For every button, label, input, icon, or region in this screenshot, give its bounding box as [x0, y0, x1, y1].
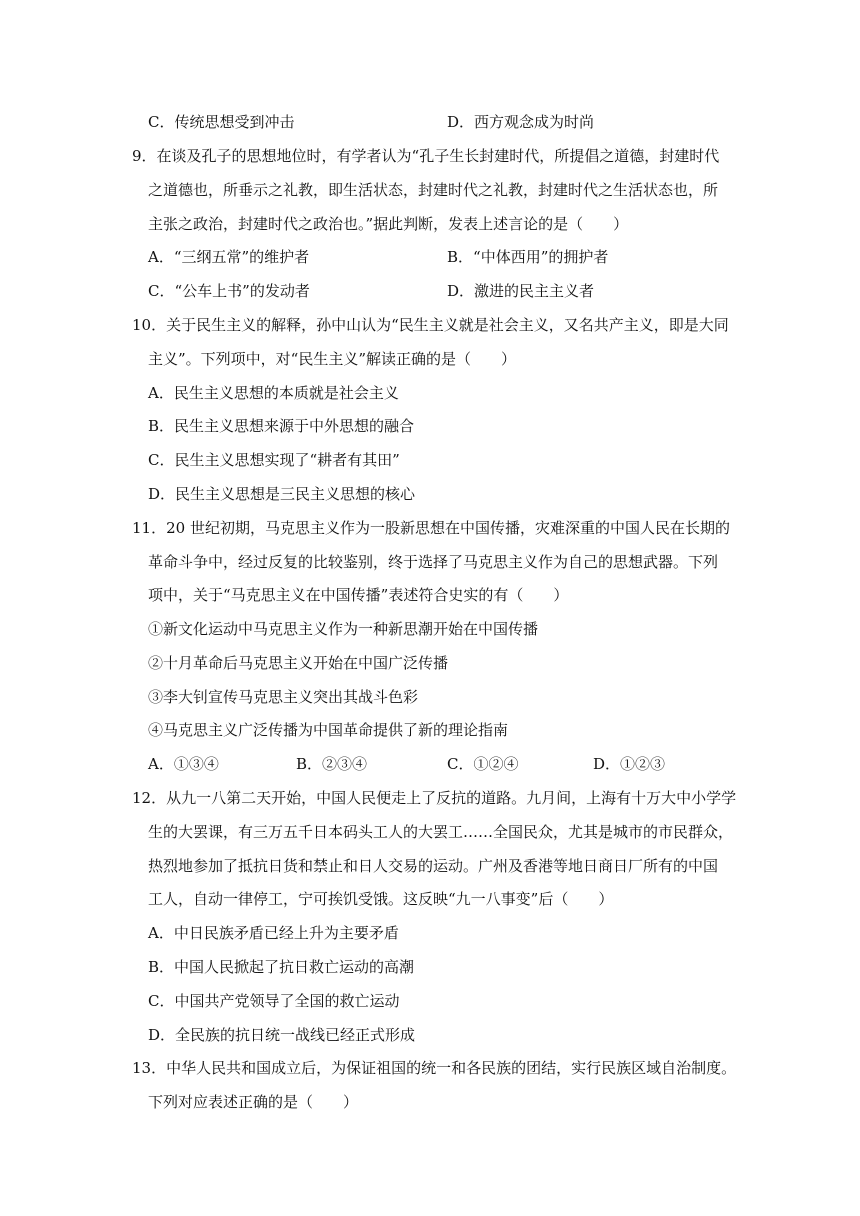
q9-stem-line1: 9．在谈及孔子的思想地位时，有学者认为“孔子生长封建时代，所提倡之道德，封建时代	[132, 147, 720, 165]
q11-option-a: A．①③④	[148, 755, 219, 773]
q9-stem-line2: 之道德也，所垂示之礼教，即生活状态，封建时代之礼教，封建时代之生活状态也，所	[148, 181, 719, 199]
q11-item-1: ①新文化运动中马克思主义作为一种新思潮开始在中国传播	[148, 620, 539, 638]
q10-option-a: A．民生主义思想的本质就是社会主义	[148, 384, 399, 402]
q9-option-b: B．“中体西用”的拥护者	[447, 248, 609, 266]
q12-option-c: C．中国共产党领导了全国的救亡运动	[148, 992, 400, 1010]
q9-stem-line3: 主张之政治，封建时代之政治也。”据此判断，发表上述言论的是（ ）	[148, 215, 629, 233]
q11-item-4: ④马克思主义广泛传播为中国革命提供了新的理论指南	[148, 721, 509, 739]
q10-option-b: B．民生主义思想来源于中外思想的融合	[148, 417, 415, 435]
q10-stem-line2: 主义”。下列项中，对“民生主义”解读正确的是（ ）	[148, 350, 517, 368]
q12-option-b: B．中国人民掀起了抗日救亡运动的高潮	[148, 958, 415, 976]
q11-stem-line3: 项中，关于“马克思主义在中国传播”表述符合史实的有（ ）	[148, 586, 569, 604]
q12-option-d: D．全民族的抗日统一战线已经正式形成	[148, 1026, 416, 1044]
q10-option-d: D．民生主义思想是三民主义思想的核心	[148, 485, 416, 503]
q10-option-c: C．民生主义思想实现了“耕者有其田”	[148, 451, 400, 469]
q11-option-b: B．②③④	[296, 755, 368, 773]
q12-stem-line4: 工人，自动一律停工，宁可挨饥受饿。这反映“九一八事变”后（ ）	[148, 890, 614, 908]
q9-option-d: D．激进的民主主义者	[447, 282, 595, 300]
q13-stem-line1: 13．中华人民共和国成立后，为保证祖国的统一和各民族的团结，实行民族区域自治制度。	[132, 1059, 737, 1077]
q11-option-c: C．①②④	[447, 755, 519, 773]
q10-stem-line1: 10．关于民生主义的解释，孙中山认为“民生主义就是社会主义，又名共产主义，即是大同	[132, 316, 729, 334]
q12-option-a: A．中日民族矛盾已经上升为主要矛盾	[148, 924, 399, 942]
q11-item-3: ③李大钊宣传马克思主义突出其战斗色彩	[148, 688, 419, 706]
q13-stem-line2: 下列对应表述正确的是（ ）	[148, 1093, 359, 1111]
q9-option-c: C．“公车上书”的发动者	[148, 282, 310, 300]
q8-option-d: D．西方观念成为时尚	[447, 113, 595, 131]
q12-stem-line1: 12．从九一八第二天开始，中国人民便走上了反抗的道路。九月间，上海有十万大中小学学	[132, 789, 737, 807]
q12-stem-line3: 热烈地参加了抵抗日货和禁止和日人交易的运动。广州及香港等地日商日厂所有的中国	[148, 857, 719, 875]
q11-item-2: ②十月革命后马克思主义开始在中国广泛传播	[148, 654, 449, 672]
q12-stem-line2: 生的大罢课，有三万五千日本码头工人的大罢工……全国民众，尤其是城市的市民群众，	[148, 823, 734, 841]
q8-option-c: C．传统思想受到冲击	[148, 113, 295, 131]
q11-stem-line1: 11．20 世纪初期，马克思主义作为一股新思想在中国传播，灾难深重的中国人民在长期的	[132, 519, 730, 537]
q9-option-a: A．“三纲五常”的维护者	[148, 248, 310, 266]
q11-option-d: D．①②③	[593, 755, 666, 773]
q11-stem-line2: 革命斗争中，经过反复的比较鉴别，终于选择了马克思主义作为自己的思想武器。下列	[148, 553, 719, 571]
